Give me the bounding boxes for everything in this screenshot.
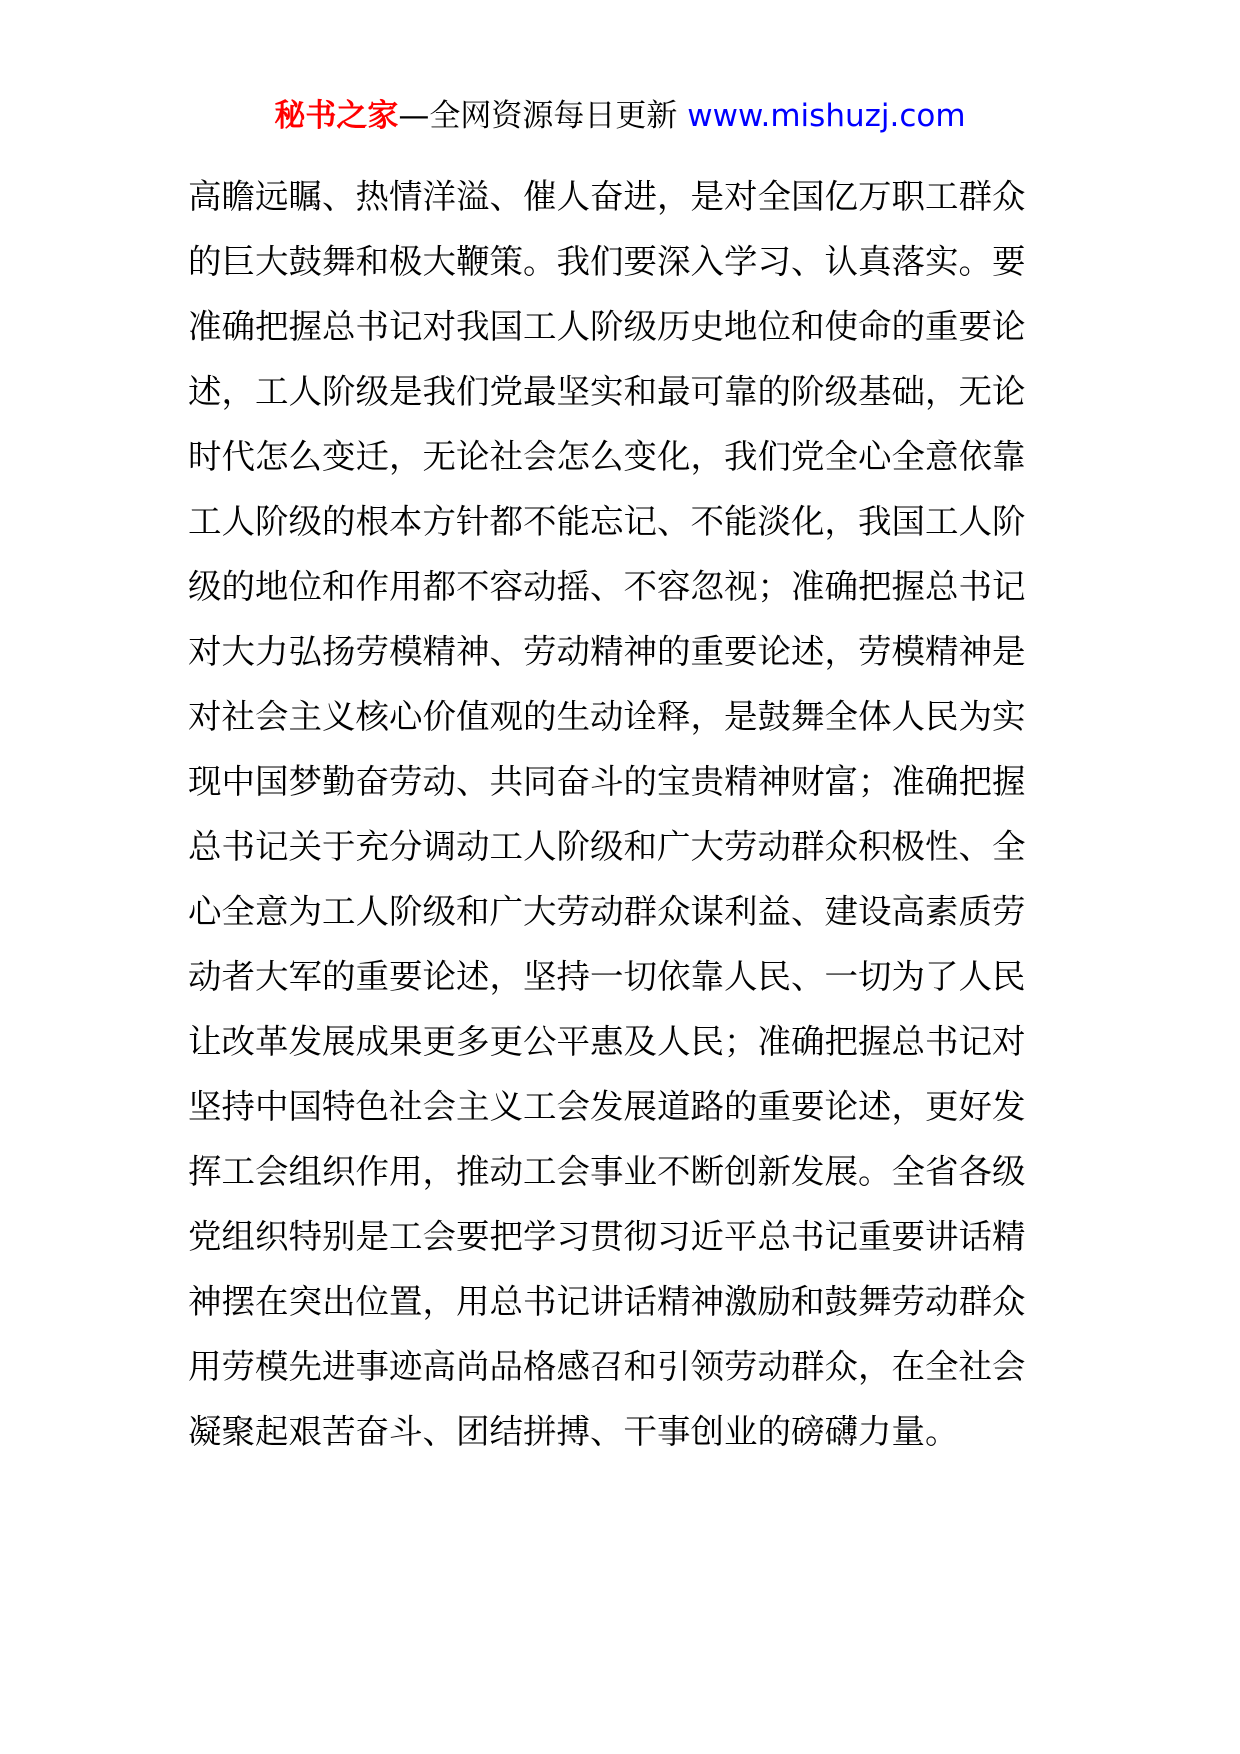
text-line: 准确把握总书记对我国工人阶级历史地位和使命的重要论 bbox=[188, 307, 1026, 346]
text-line: 总书记关于充分调动工人阶级和广大劳动群众积极性、全 bbox=[188, 827, 1026, 866]
text-line: 现中国梦勤奋劳动、共同奋斗的宝贵精神财富；准确把握 bbox=[188, 762, 1026, 801]
text-line: 对社会主义核心价值观的生动诠释，是鼓舞全体人民为实 bbox=[188, 697, 1026, 736]
text-line: 时代怎么变迁，无论社会怎么变化，我们党全心全意依靠 bbox=[188, 437, 1026, 476]
text-line: 的巨大鼓舞和极大鞭策。我们要深入学习、认真落实。要 bbox=[188, 242, 1026, 281]
document-body bbox=[188, 164, 1068, 1464]
text-line: 对大力弘扬劳模精神、劳动精神的重要论述，劳模精神是 bbox=[188, 632, 1026, 671]
text-line: 让改革发展成果更多更公平惠及人民；准确把握总书记对 bbox=[188, 1022, 1026, 1061]
text-line: 凝聚起艰苦奋斗、团结拼搏、干事创业的磅礴力量。 bbox=[188, 1412, 959, 1451]
text-line: 坚持中国特色社会主义工会发展道路的重要论述，更好发 bbox=[188, 1087, 1026, 1126]
text-line: 高瞻远瞩、热情洋溢、催人奋进，是对全国亿万职工群众 bbox=[188, 177, 1026, 216]
text-line: 述，工人阶级是我们党最坚实和最可靠的阶级基础，无论 bbox=[188, 372, 1026, 411]
site-slogan: —全网资源每日更新 bbox=[398, 98, 688, 134]
text-line: 工人阶级的根本方针都不能忘记、不能淡化，我国工人阶 bbox=[188, 502, 1026, 541]
text-line: 挥工会组织作用，推动工会事业不断创新发展。全省各级 bbox=[188, 1152, 1026, 1191]
text-line: 神摆在突出位置，用总书记讲话精神激励和鼓舞劳动群众 bbox=[188, 1282, 1026, 1321]
text-line: 党组织特别是工会要把学习贯彻习近平总书记重要讲话精 bbox=[188, 1217, 1026, 1256]
text-line: 级的地位和作用都不容动摇、不容忽视；准确把握总书记 bbox=[188, 567, 1026, 606]
text-line: 动者大军的重要论述，坚持一切依靠人民、一切为了人民 bbox=[188, 957, 1026, 996]
site-url-link[interactable]: www.mishuzj.com bbox=[687, 98, 966, 134]
site-brand: 秘书之家 bbox=[274, 98, 399, 134]
text-line: 用劳模先进事迹高尚品格感召和引领劳动群众，在全社会 bbox=[188, 1347, 1026, 1386]
text-line: 心全意为工人阶级和广大劳动群众谋利益、建设高素质劳 bbox=[188, 892, 1026, 931]
page-header bbox=[0, 96, 1240, 136]
